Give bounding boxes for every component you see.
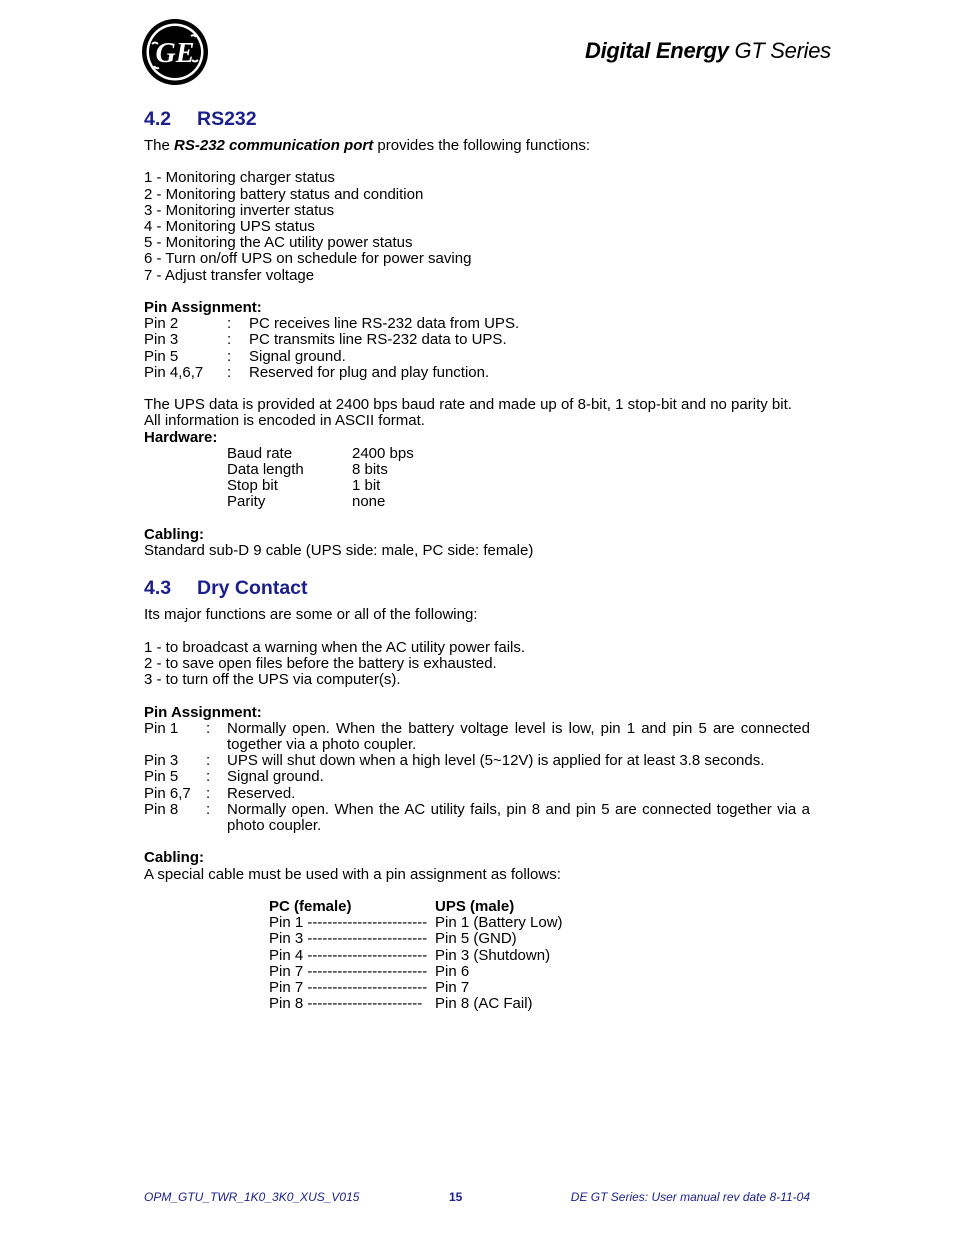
cable-row — [269, 915, 810, 931]
hardware-key: Stop bit — [227, 477, 278, 495]
section-title: Dry Contact — [197, 577, 308, 600]
pin-assignment-heading: Pin Assignment: — [144, 299, 262, 316]
pin-label: Pin 5 — [144, 347, 179, 365]
document-body — [144, 106, 810, 1012]
pin-desc: Signal ground. — [227, 768, 324, 786]
pin-row — [144, 332, 810, 348]
list-item: 6 - Turn on/off UPS on schedule for power saving — [144, 250, 472, 268]
pin-row — [144, 316, 810, 332]
pin-sep: : — [227, 331, 232, 349]
pin-row — [144, 786, 810, 802]
cable-pc: Pin 7 ------------------------ — [269, 962, 428, 980]
hardware-value: 2400 bps — [352, 444, 414, 462]
pin-label: Pin 4,6,7 — [144, 363, 204, 381]
cable-ups: Pin 6 — [435, 962, 470, 980]
cable-pc: Pin 1 ------------------------ — [269, 914, 428, 932]
cable-ups: Pin 8 (AC Fail) — [435, 995, 533, 1013]
cable-pc: Pin 8 ----------------------- — [269, 995, 423, 1013]
hardware-key: Data length — [227, 461, 304, 479]
list-item: 2 - Monitoring battery status and condition — [144, 185, 424, 203]
data-format-text: The UPS data is provided at 2400 bps baud rate and made up of 8-bit, 1 stop-bit and no parity bit. All information is encoded in ASCII format. — [144, 396, 792, 430]
section-title: RS232 — [197, 108, 257, 130]
cable-row — [269, 948, 810, 964]
section-number: 4.2 — [144, 108, 172, 130]
hardware-row — [227, 462, 810, 478]
pin-row — [144, 753, 810, 769]
hardware-key: Parity — [227, 493, 266, 511]
footer-revision: DE GT Series: User manual rev date 8-11-04 — [570, 1190, 810, 1204]
pin-label: Pin 1 — [144, 719, 179, 737]
cabling-heading: Cabling: — [144, 525, 204, 543]
ge-logo — [140, 18, 210, 86]
section-heading-rs232 — [144, 106, 810, 132]
rs232-intro — [144, 138, 810, 154]
pin-desc: Reserved for plug and play function. — [249, 363, 490, 381]
list-item: 3 - Monitoring inverter status — [144, 201, 335, 219]
list-item: 5 - Monitoring the AC utility power status — [144, 234, 413, 252]
pin-desc: Signal ground. — [249, 347, 346, 365]
cable-header-ups: UPS (male) — [435, 898, 515, 915]
pin-row — [144, 349, 810, 365]
pin-row — [144, 769, 810, 785]
pin-sep: : — [206, 719, 211, 737]
hardware-heading: Hardware: — [144, 428, 218, 446]
pin-row — [144, 721, 810, 753]
pin-row — [144, 802, 810, 834]
intro-emphasis: RS-232 communication port — [174, 137, 374, 154]
pin-label: Pin 5 — [144, 768, 179, 786]
pin-label: Pin 6,7 — [144, 784, 191, 802]
list-item: 3 - to turn off the UPS via computer(s). — [144, 671, 401, 689]
footer-doc-id: OPM_GTU_TWR_1K0_3K0_XUS_V015 — [144, 1190, 360, 1204]
cable-pc: Pin 4 ------------------------ — [269, 946, 428, 964]
cable-row — [269, 964, 810, 980]
dry-intro: Its major functions are some or all of the following: — [144, 606, 478, 624]
list-item: 7 - Adjust transfer voltage — [144, 266, 315, 284]
cabling-text: A special cable must be used with a pin assignment as follows: — [144, 865, 561, 883]
cable-ups: Pin 5 (GND) — [435, 930, 517, 948]
pin-desc: Normally open. When the battery voltage level is low, pin 1 and pin 5 are connected together via a photo coupler. — [227, 719, 810, 753]
cable-pc: Pin 3 ------------------------ — [269, 930, 428, 948]
hardware-row — [227, 478, 810, 494]
hardware-table — [227, 446, 810, 511]
hardware-key: Baud rate — [227, 444, 293, 462]
pin-label: Pin 8 — [144, 800, 179, 818]
hardware-value: none — [352, 493, 386, 511]
pin-sep: : — [206, 752, 211, 770]
list-item: 1 - to broadcast a warning when the AC utility power fails. — [144, 638, 526, 656]
cable-row — [269, 931, 810, 947]
cabling-heading: Cabling: — [144, 849, 204, 867]
list-item: 4 - Monitoring UPS status — [144, 218, 315, 235]
pin-label: Pin 2 — [144, 315, 179, 333]
pin-sep: : — [227, 315, 232, 333]
cable-table — [269, 899, 810, 1012]
intro-text: provides the following functions: — [373, 137, 591, 154]
pin-sep: : — [206, 768, 211, 786]
list-item: 1 - Monitoring charger status — [144, 169, 335, 187]
pin-sep: : — [227, 347, 232, 365]
cable-ups: Pin 1 (Battery Low) — [435, 914, 563, 932]
list-item: 2 - to save open files before the battery is exhausted. — [144, 655, 497, 672]
footer-page-number: 15 — [449, 1190, 463, 1204]
brand-title — [585, 38, 831, 64]
pin-desc: PC receives line RS-232 data from UPS. — [249, 315, 520, 333]
hardware-value: 1 bit — [352, 477, 381, 495]
pin-label: Pin 3 — [144, 752, 179, 770]
pin-sep: : — [227, 363, 232, 381]
cable-ups: Pin 3 (Shutdown) — [435, 946, 551, 964]
pin-desc: Normally open. When the AC utility fails, pin 8 and pin 5 are connected together via a photo coupler. — [227, 800, 810, 835]
cable-row — [269, 980, 810, 996]
hardware-row — [227, 494, 810, 510]
cabling-text: Standard sub-D 9 cable (UPS side: male, PC side: female) — [144, 542, 534, 560]
section-number: 4.3 — [144, 577, 172, 600]
cable-header-pc: PC (female) — [269, 898, 352, 915]
hardware-row — [227, 446, 810, 462]
hardware-value: 8 bits — [352, 461, 388, 479]
cable-ups: Pin 7 — [435, 979, 470, 997]
cable-row — [269, 996, 810, 1012]
cable-pc: Pin 7 ------------------------ — [269, 979, 428, 997]
svg-text:GE: GE — [155, 38, 195, 69]
pin-desc: PC transmits line RS-232 data to UPS. — [249, 331, 507, 349]
pin-row — [144, 365, 810, 381]
section-heading-dry-contact — [144, 575, 810, 601]
pin-sep: : — [206, 800, 211, 818]
pin-sep: : — [206, 784, 211, 802]
intro-text: The — [144, 137, 175, 154]
cable-header-row — [269, 899, 810, 915]
brand-title-rest: GT Series — [728, 38, 831, 63]
brand-title-bold: Digital Energy — [585, 38, 729, 63]
pin-desc: UPS will shut down when a high level (5~12V) is applied for at least 3.8 seconds. — [227, 752, 765, 770]
pin-assignment-heading: Pin Assignment: — [144, 703, 262, 721]
pin-label: Pin 3 — [144, 331, 179, 349]
pin-desc: Reserved. — [227, 784, 296, 802]
